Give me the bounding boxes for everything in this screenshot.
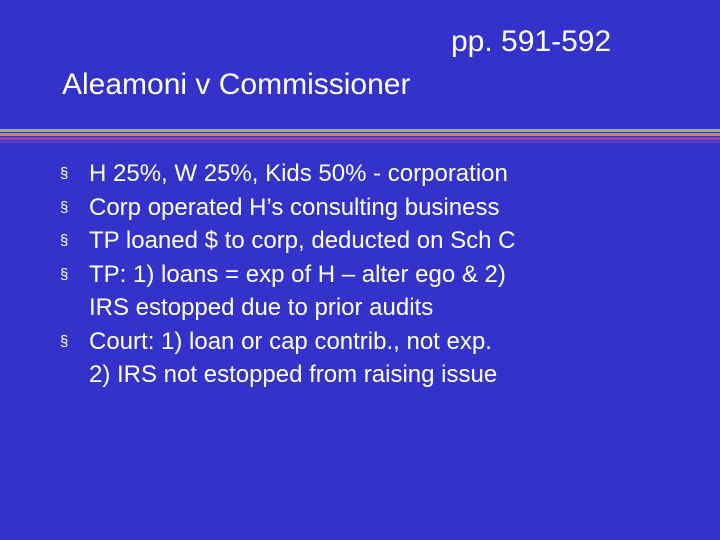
- bullet-item: [60, 224, 710, 258]
- bullet-text: H 25%, W 25%, Kids 50% - corporation: [89, 160, 508, 187]
- bullet-marker-icon: §: [60, 265, 69, 283]
- bullet-text-continued: IRS estopped due to prior audits: [89, 294, 434, 321]
- bullet-text: TP loaned $ to corp, deducted on Sch C: [89, 227, 516, 254]
- slide-title-case: Aleamoni v Commissioner: [62, 68, 411, 101]
- bullet-item: [60, 325, 710, 392]
- bullet-text: TP: 1) loans = exp of H – alter ego & 2): [89, 260, 506, 288]
- divider-rule-orange: [0, 133, 720, 136]
- bullet-marker-icon: §: [60, 198, 69, 216]
- bullet-marker-icon: §: [60, 165, 69, 182]
- bullet-marker-icon: §: [60, 232, 69, 249]
- slide-title-pages: pp. 591-592: [451, 25, 612, 58]
- bullet-item: [60, 191, 710, 225]
- bullet-item: [60, 157, 710, 191]
- divider-rule-gold: [0, 129, 720, 132]
- divider-rule-purple: [0, 141, 720, 143]
- divider-rule-magenta: [0, 137, 720, 140]
- bullet-item: [60, 258, 710, 325]
- bullet-text-continued: 2) IRS not estopped from raising issue: [89, 361, 498, 388]
- bullet-list: [60, 157, 710, 392]
- bullet-text: Corp operated H’s consulting business: [89, 193, 500, 221]
- bullet-marker-icon: §: [60, 332, 69, 350]
- bullet-text: Court: 1) loan or cap contrib., not exp.: [89, 327, 492, 355]
